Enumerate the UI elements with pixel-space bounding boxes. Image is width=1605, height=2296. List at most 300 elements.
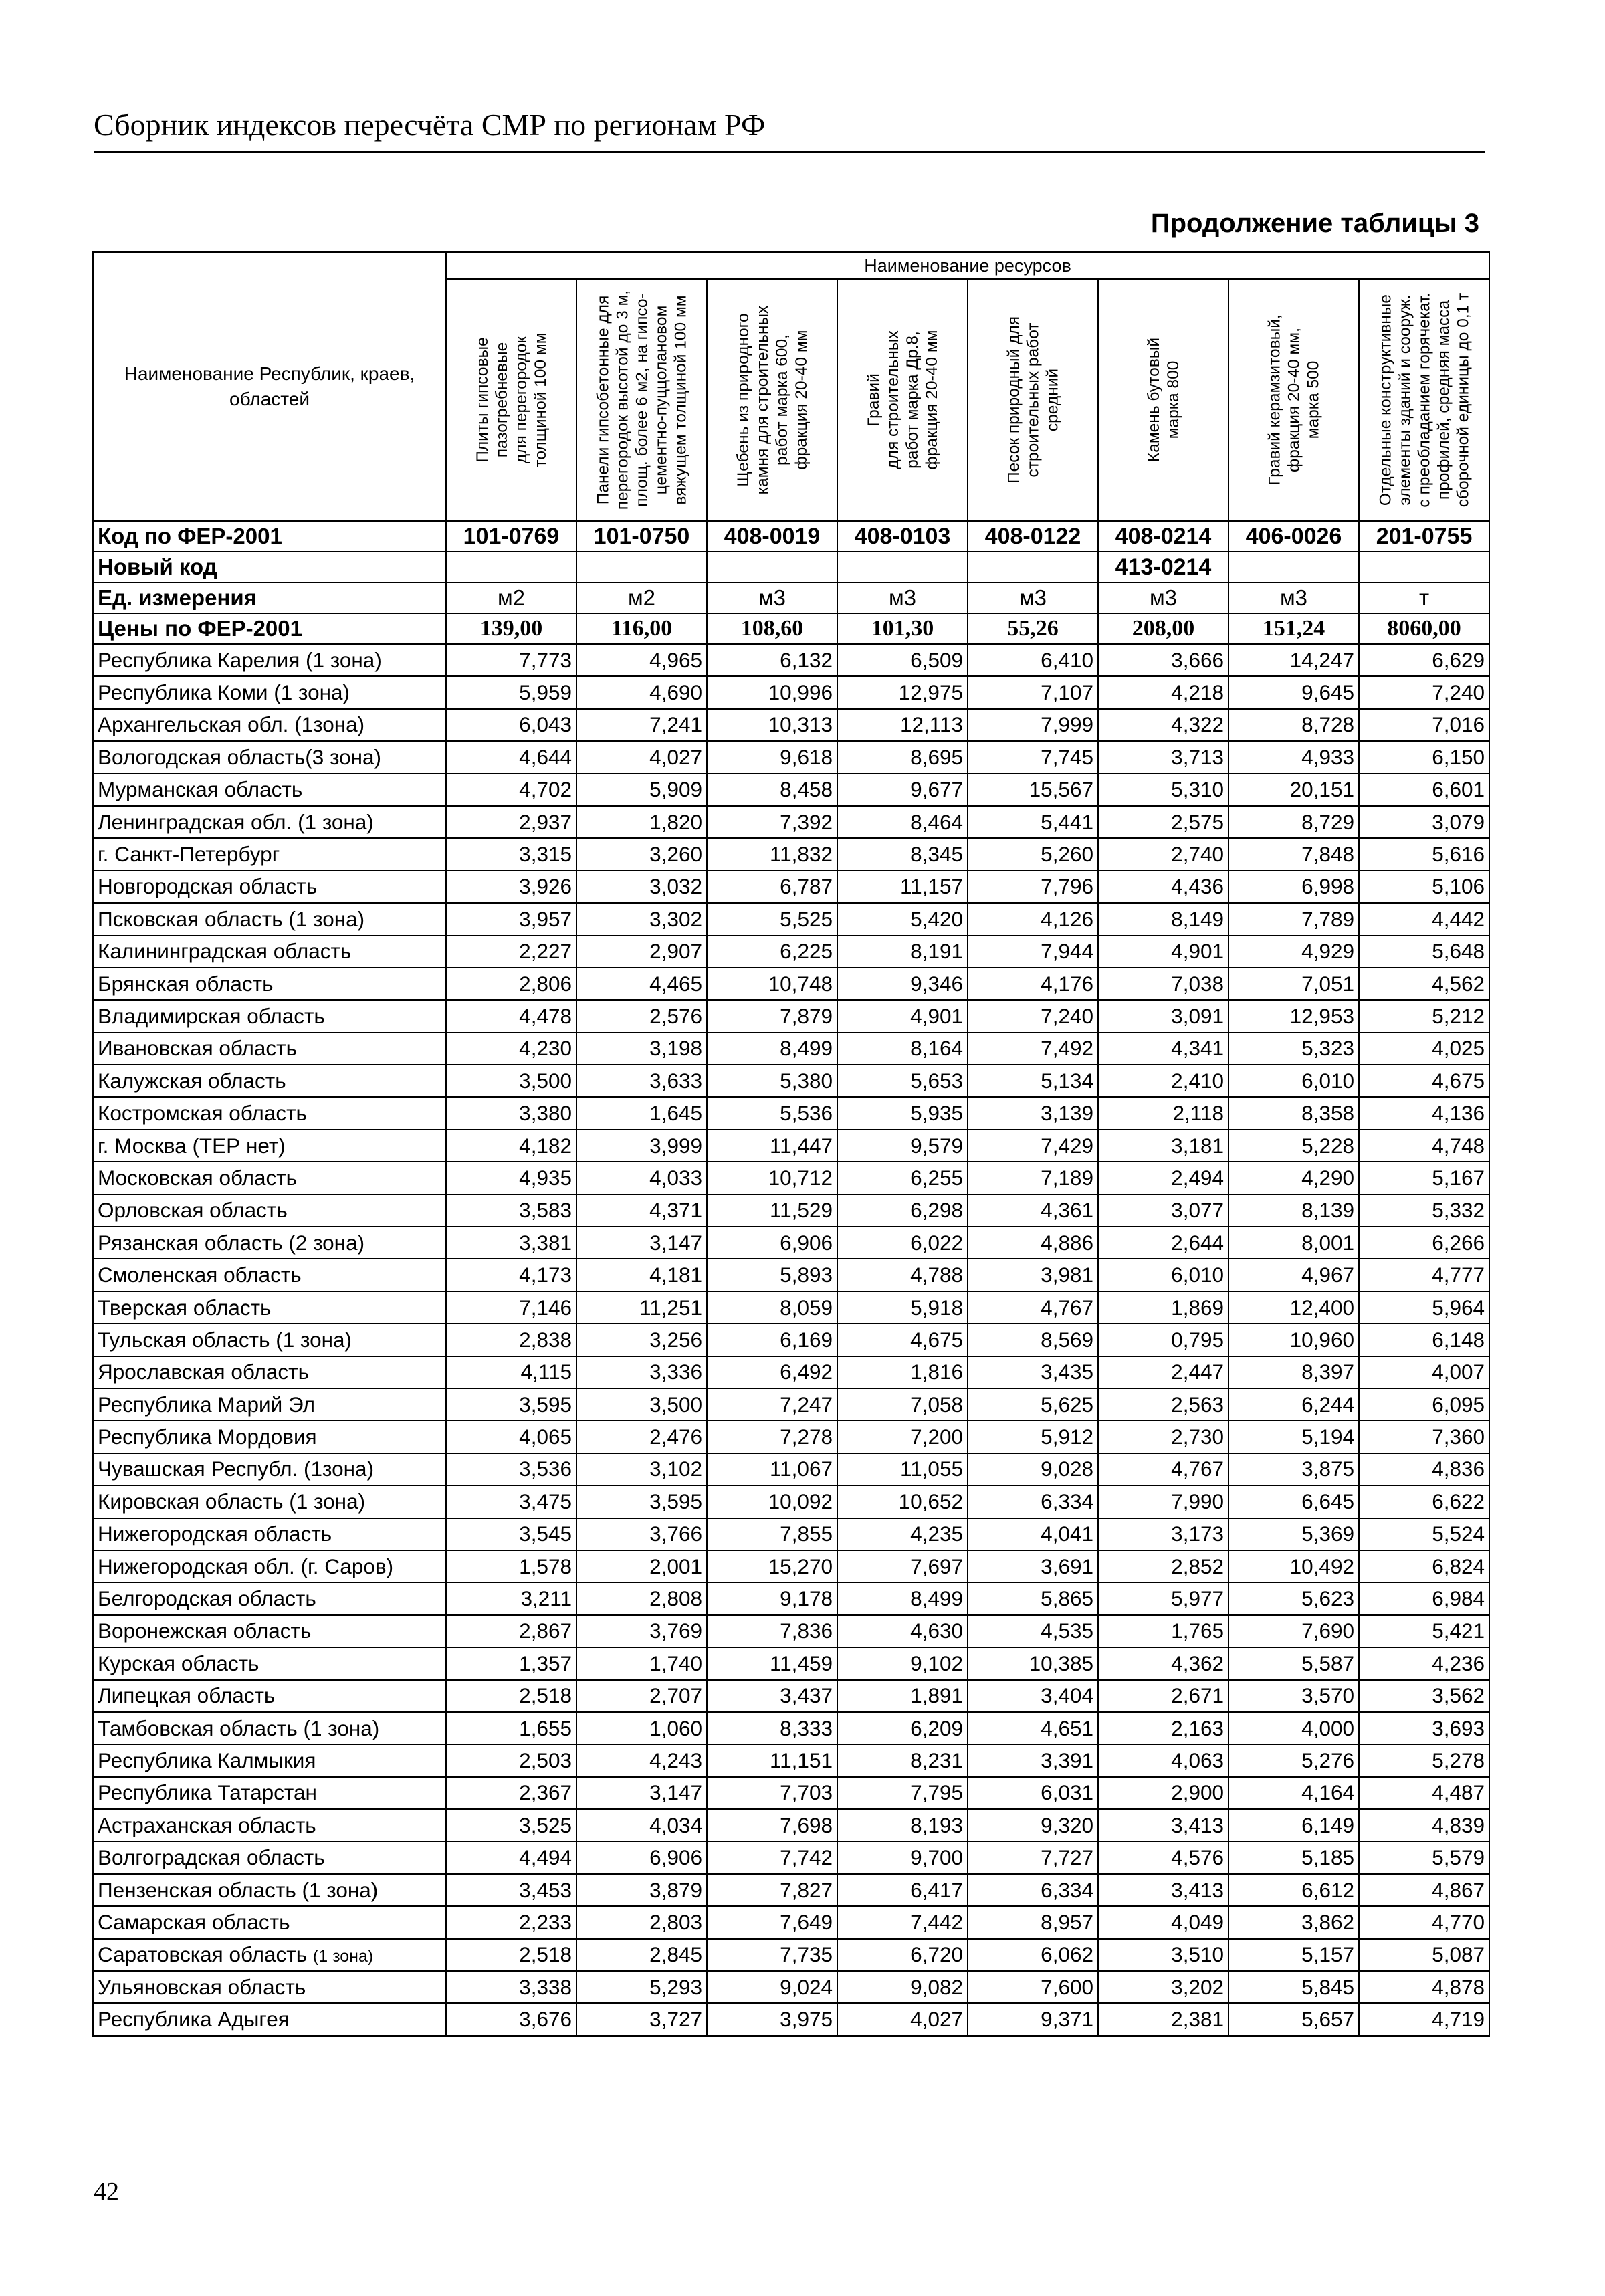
index-value: 5,421 xyxy=(1359,1615,1489,1647)
index-value: 6,266 xyxy=(1359,1227,1489,1259)
region-name-text: Псковская область (1 зона) xyxy=(98,906,365,931)
page-number: 42 xyxy=(94,2178,119,2206)
index-value: 2,845 xyxy=(576,1939,707,1971)
region-name xyxy=(93,1939,446,1971)
index-value: 4,341 xyxy=(1098,1033,1228,1065)
region-name-text: г. Москва (ТЕР нет) xyxy=(98,1133,286,1158)
resource-price: 55,26 xyxy=(968,613,1098,644)
resource-column-header-line: работ марка 600, xyxy=(772,334,791,465)
region-name-text: Пензенская область (1 зона) xyxy=(98,1877,379,1902)
table-row xyxy=(93,838,1489,870)
resource-column-header-line: камня для строительных xyxy=(753,305,772,495)
region-name xyxy=(93,1906,446,1938)
index-value: 6,509 xyxy=(837,644,968,676)
index-value: 7,990 xyxy=(1098,1485,1228,1518)
index-value: 7,240 xyxy=(968,1000,1098,1032)
region-name-text: Калужская область xyxy=(98,1068,286,1093)
resource-column-header-line: с преобладанием горячекат. xyxy=(1415,292,1434,508)
index-value: 5,276 xyxy=(1228,1744,1359,1776)
index-value: 11,529 xyxy=(707,1194,837,1227)
table-row xyxy=(93,1033,1489,1065)
index-value: 8,464 xyxy=(837,806,968,838)
index-value: 4,487 xyxy=(1359,1777,1489,1809)
index-value: 5,194 xyxy=(1228,1421,1359,1453)
index-value: 3,181 xyxy=(1098,1130,1228,1162)
index-value: 3,769 xyxy=(576,1615,707,1647)
resource-column-header xyxy=(837,279,968,521)
index-value: 3,032 xyxy=(576,871,707,903)
price-row xyxy=(93,613,1489,644)
region-name xyxy=(93,1033,446,1065)
index-value: 3,666 xyxy=(1098,644,1228,676)
index-value: 10,385 xyxy=(968,1647,1098,1679)
index-value: 5,380 xyxy=(707,1065,837,1097)
table-row xyxy=(93,871,1489,903)
region-name-text: Волгоградская область xyxy=(98,1845,325,1870)
index-value: 8,149 xyxy=(1098,903,1228,935)
index-value: 6,255 xyxy=(837,1162,968,1194)
index-value: 2,576 xyxy=(576,1000,707,1032)
index-value: 5,106 xyxy=(1359,871,1489,903)
index-value: 12,975 xyxy=(837,676,968,708)
resource-column-header-line: работ марка Др.8, xyxy=(903,331,922,469)
resource-column-header-line: пазогребневые xyxy=(492,342,511,458)
resource-column-header-line: для перегородок xyxy=(512,336,530,464)
region-name xyxy=(93,1194,446,1227)
resource-new-code xyxy=(968,552,1098,583)
resource-column-header-line: фракция 20-40 мм, xyxy=(1285,328,1303,472)
table-row xyxy=(93,1000,1489,1032)
index-value: 5,293 xyxy=(576,1971,707,2003)
resource-price: 139,00 xyxy=(446,613,576,644)
table-continuation-title: Продолжение таблицы 3 xyxy=(1150,209,1479,238)
index-value: 15,567 xyxy=(968,774,1098,806)
index-value: 3,500 xyxy=(576,1388,707,1421)
index-value: 2,503 xyxy=(446,1744,576,1776)
index-value: 2,518 xyxy=(446,1680,576,1712)
index-value: 8,728 xyxy=(1228,709,1359,741)
table-row xyxy=(93,1874,1489,1906)
region-name-text: Астраханская область xyxy=(98,1812,316,1837)
index-value: 4,867 xyxy=(1359,1874,1489,1906)
region-name-text: Республика Калмыкия xyxy=(98,1748,316,1772)
header-rule xyxy=(94,151,1485,153)
index-value: 5,323 xyxy=(1228,1033,1359,1065)
index-value: 4,034 xyxy=(576,1809,707,1841)
region-name xyxy=(93,709,446,741)
resource-column-header xyxy=(576,279,707,521)
index-value: 1,357 xyxy=(446,1647,576,1679)
region-name-text: Республика Карелия (1 зона) xyxy=(98,647,382,672)
index-value: 9,320 xyxy=(968,1809,1098,1841)
index-value: 5,087 xyxy=(1359,1939,1489,1971)
table-row xyxy=(93,1615,1489,1647)
index-value: 4,967 xyxy=(1228,1259,1359,1291)
region-name xyxy=(93,1453,446,1485)
index-value: 7,442 xyxy=(837,1906,968,1938)
index-value: 6,149 xyxy=(1228,1809,1359,1841)
index-value: 14,247 xyxy=(1228,644,1359,676)
index-value: 2,575 xyxy=(1098,806,1228,838)
index-value: 3,102 xyxy=(576,1453,707,1485)
index-value: 3,926 xyxy=(446,871,576,903)
index-value: 4,322 xyxy=(1098,709,1228,741)
table-row xyxy=(93,1097,1489,1129)
index-value: 3,999 xyxy=(576,1130,707,1162)
index-value: 8,001 xyxy=(1228,1227,1359,1259)
resource-column-header-text xyxy=(593,283,690,517)
index-value: 9,178 xyxy=(707,1582,837,1614)
index-value: 9,102 xyxy=(837,1647,968,1679)
table-row xyxy=(93,1356,1489,1388)
region-name-text: Кировская область (1 зона) xyxy=(98,1489,366,1514)
resource-unit: м3 xyxy=(837,583,968,613)
index-value: 8,333 xyxy=(707,1712,837,1744)
region-name-text: Республика Коми (1 зона) xyxy=(98,680,350,705)
index-value: 2,563 xyxy=(1098,1388,1228,1421)
region-name-text: Орловская область xyxy=(98,1198,288,1223)
table-row xyxy=(93,1421,1489,1453)
region-name xyxy=(93,903,446,935)
resource-column-header-text xyxy=(1265,283,1323,517)
region-name-text: Новгородская область xyxy=(98,874,318,899)
index-value: 3,525 xyxy=(446,1809,576,1841)
index-value: 3,077 xyxy=(1098,1194,1228,1227)
index-value: 5,420 xyxy=(837,903,968,935)
index-value: 2,937 xyxy=(446,806,576,838)
index-value: 6,334 xyxy=(968,1485,1098,1518)
table-row xyxy=(93,1453,1489,1485)
region-name-text: Курская область xyxy=(98,1651,259,1675)
index-value: 10,313 xyxy=(707,709,837,741)
region-name xyxy=(93,1485,446,1518)
resource-new-code xyxy=(576,552,707,583)
index-value: 5,579 xyxy=(1359,1841,1489,1873)
index-value: 2,852 xyxy=(1098,1550,1228,1582)
index-value: 2,227 xyxy=(446,936,576,968)
index-value: 7,735 xyxy=(707,1939,837,1971)
index-value: 5,648 xyxy=(1359,936,1489,968)
region-name-text: Вологодская область(3 зона) xyxy=(98,744,382,769)
region-name xyxy=(93,741,446,773)
index-value: 7,827 xyxy=(707,1874,837,1906)
index-value: 2,476 xyxy=(576,1421,707,1453)
index-value: 6,010 xyxy=(1228,1065,1359,1097)
index-value: 5,278 xyxy=(1359,1744,1489,1776)
index-value: 9,371 xyxy=(968,2003,1098,2035)
resource-new-code xyxy=(707,552,837,583)
resource-column-header-line: сборочной единицы до 0,1 т xyxy=(1454,292,1473,508)
index-value: 4,690 xyxy=(576,676,707,708)
index-value: 5,623 xyxy=(1228,1582,1359,1614)
resource-column-header-line: перегородок высотой до 3 м, xyxy=(613,290,631,510)
region-name xyxy=(93,1712,446,1744)
index-value: 3,336 xyxy=(576,1356,707,1388)
index-value: 6,022 xyxy=(837,1227,968,1259)
index-value: 5,525 xyxy=(707,903,837,935)
index-value: 7,944 xyxy=(968,936,1098,968)
index-value: 8,164 xyxy=(837,1033,968,1065)
index-value: 2,118 xyxy=(1098,1097,1228,1129)
index-value: 10,092 xyxy=(707,1485,837,1518)
index-value: 3,079 xyxy=(1359,806,1489,838)
index-value: 8,499 xyxy=(707,1033,837,1065)
index-value: 3,404 xyxy=(968,1680,1098,1712)
index-value: 6,720 xyxy=(837,1939,968,1971)
table-row xyxy=(93,1324,1489,1356)
index-value: 8,458 xyxy=(707,774,837,806)
index-value: 7,836 xyxy=(707,1615,837,1647)
index-value: 6,601 xyxy=(1359,774,1489,806)
table-row xyxy=(93,1194,1489,1227)
index-value: 6,787 xyxy=(707,871,837,903)
region-name xyxy=(93,1550,446,1582)
index-value: 4,290 xyxy=(1228,1162,1359,1194)
resource-column-header-line: марка 500 xyxy=(1304,360,1322,439)
table-row xyxy=(93,1485,1489,1518)
index-value: 8,191 xyxy=(837,936,968,968)
index-value: 5,959 xyxy=(446,676,576,708)
newcode-row xyxy=(93,552,1489,583)
resource-column-header xyxy=(707,279,837,521)
table-row xyxy=(93,1259,1489,1291)
index-value: 3,475 xyxy=(446,1485,576,1518)
resource-unit: м3 xyxy=(1228,583,1359,613)
region-name-text: г. Санкт-Петербург xyxy=(98,842,280,867)
index-value: 2,447 xyxy=(1098,1356,1228,1388)
index-value: 4,063 xyxy=(1098,1744,1228,1776)
index-value: 7,727 xyxy=(968,1841,1098,1873)
index-value: 1,891 xyxy=(837,1680,968,1712)
index-value: 2,233 xyxy=(446,1906,576,1938)
index-value: 4,027 xyxy=(837,2003,968,2035)
index-value: 5,893 xyxy=(707,1259,837,1291)
region-name xyxy=(93,1065,446,1097)
table-row xyxy=(93,774,1489,806)
resource-column-header-line: толщиной 100 мм xyxy=(531,332,550,467)
index-value: 3,500 xyxy=(446,1065,576,1097)
region-name xyxy=(93,838,446,870)
resource-code: 408-0103 xyxy=(837,521,968,552)
index-value: 2,494 xyxy=(1098,1162,1228,1194)
index-value: 6,622 xyxy=(1359,1485,1489,1518)
index-value: 2,163 xyxy=(1098,1712,1228,1744)
index-value: 3,510 xyxy=(1098,1939,1228,1971)
resources-title: Наименование ресурсов xyxy=(446,252,1489,279)
resource-column-header-text xyxy=(864,283,942,517)
index-value: 5,653 xyxy=(837,1065,968,1097)
region-name-text: Нижегородская обл. (г. Саров) xyxy=(98,1554,394,1578)
region-name xyxy=(93,936,446,968)
region-name-text: Тульская область (1 зона) xyxy=(98,1327,352,1352)
index-value: 2,867 xyxy=(446,1615,576,1647)
index-value: 3,727 xyxy=(576,2003,707,2035)
index-value: 3,693 xyxy=(1359,1712,1489,1744)
index-value: 10,652 xyxy=(837,1485,968,1518)
index-value: 6,984 xyxy=(1359,1582,1489,1614)
index-value: 5,212 xyxy=(1359,1000,1489,1032)
index-value: 3,173 xyxy=(1098,1518,1228,1550)
table-row xyxy=(93,1680,1489,1712)
index-value: 2,367 xyxy=(446,1777,576,1809)
index-value: 5,332 xyxy=(1359,1194,1489,1227)
index-value: 4,644 xyxy=(446,741,576,773)
region-name-text: Ленинградская обл. (1 зона) xyxy=(98,809,374,834)
index-value: 7,795 xyxy=(837,1777,968,1809)
table-row xyxy=(93,903,1489,935)
index-value: 3,256 xyxy=(576,1324,707,1356)
resource-column-header-line: марка 800 xyxy=(1164,360,1182,439)
index-value: 7,600 xyxy=(968,1971,1098,2003)
region-name-text: Самарская область xyxy=(98,1909,290,1934)
index-value: 4,788 xyxy=(837,1259,968,1291)
index-value: 6,645 xyxy=(1228,1485,1359,1518)
region-name xyxy=(93,1680,446,1712)
index-value: 4,535 xyxy=(968,1615,1098,1647)
index-value: 4,901 xyxy=(1098,936,1228,968)
unit-label: Ед. измерения xyxy=(93,583,446,613)
table-row xyxy=(93,1841,1489,1873)
index-value: 5,964 xyxy=(1359,1291,1489,1324)
resource-column-header-line: для строительных xyxy=(883,330,902,469)
index-value: 2,808 xyxy=(576,1582,707,1614)
index-value: 1,578 xyxy=(446,1550,576,1582)
index-value: 3,545 xyxy=(446,1518,576,1550)
region-name xyxy=(93,1000,446,1032)
resource-new-code xyxy=(446,552,576,583)
table-row xyxy=(93,1130,1489,1162)
index-value: 3,583 xyxy=(446,1194,576,1227)
resource-column-header-line: вяжущем толщиной 100 мм xyxy=(671,295,689,505)
region-name-text: Владимирская область xyxy=(98,1003,325,1028)
region-name xyxy=(93,1356,446,1388)
index-value: 2,001 xyxy=(576,1550,707,1582)
index-value: 1,645 xyxy=(576,1097,707,1129)
index-value: 7,016 xyxy=(1359,709,1489,741)
table-row xyxy=(93,709,1489,741)
resource-price: 108,60 xyxy=(707,613,837,644)
region-name xyxy=(93,774,446,806)
table-row xyxy=(93,1777,1489,1809)
region-name xyxy=(93,2003,446,2035)
index-value: 3,691 xyxy=(968,1550,1098,1582)
index-value: 5,441 xyxy=(968,806,1098,838)
index-value: 7,745 xyxy=(968,741,1098,773)
index-value: 3,315 xyxy=(446,838,576,870)
index-value: 7,697 xyxy=(837,1550,968,1582)
index-value: 9,024 xyxy=(707,1971,837,2003)
index-value: 7,703 xyxy=(707,1777,837,1809)
index-value: 3,595 xyxy=(446,1388,576,1421)
resource-code: 101-0750 xyxy=(576,521,707,552)
index-value: 3,975 xyxy=(707,2003,837,2035)
index-value: 5,260 xyxy=(968,838,1098,870)
region-name xyxy=(93,1582,446,1614)
resource-new-code xyxy=(1228,552,1359,583)
index-value: 6,209 xyxy=(837,1712,968,1744)
index-value: 2,381 xyxy=(1098,2003,1228,2035)
region-name-text: Липецкая область xyxy=(98,1683,276,1708)
region-name xyxy=(93,1130,446,1162)
resource-column-header-line: площ. более 6 м2, на гипсо- xyxy=(633,293,651,507)
index-value: 20,151 xyxy=(1228,774,1359,806)
index-value: 4,027 xyxy=(576,741,707,773)
region-name xyxy=(93,1518,446,1550)
index-value: 6,417 xyxy=(837,1874,968,1906)
index-value: 3,562 xyxy=(1359,1680,1489,1712)
index-value: 3,981 xyxy=(968,1259,1098,1291)
resource-column-header-line: средний xyxy=(1043,368,1061,432)
region-name-text: Нижегородская область xyxy=(98,1522,332,1546)
index-value: 4,562 xyxy=(1359,968,1489,1000)
index-value: 2,907 xyxy=(576,936,707,968)
index-value: 1,869 xyxy=(1098,1291,1228,1324)
region-name-text: Московская область xyxy=(98,1165,298,1190)
index-value: 3,338 xyxy=(446,1971,576,2003)
index-value: 15,270 xyxy=(707,1550,837,1582)
index-value: 7,241 xyxy=(576,709,707,741)
resource-column-header-line: Гравий керамзитовый, xyxy=(1265,314,1283,486)
index-value: 8,957 xyxy=(968,1906,1098,1938)
index-value: 4,935 xyxy=(446,1162,576,1194)
index-value: 3,536 xyxy=(446,1453,576,1485)
table-row xyxy=(93,644,1489,676)
index-value: 6,629 xyxy=(1359,644,1489,676)
index-value: 9,579 xyxy=(837,1130,968,1162)
index-value: 3,413 xyxy=(1098,1874,1228,1906)
table-row xyxy=(93,1939,1489,1971)
index-value: 3,437 xyxy=(707,1680,837,1712)
index-value: 6,095 xyxy=(1359,1388,1489,1421)
index-value: 4,839 xyxy=(1359,1809,1489,1841)
table-row xyxy=(93,1744,1489,1776)
index-value: 3,595 xyxy=(576,1485,707,1518)
index-value: 11,447 xyxy=(707,1130,837,1162)
running-header: Сборник индексов пересчёта СМР по регионам РФ xyxy=(94,108,766,142)
index-value: 4,719 xyxy=(1359,2003,1489,2035)
region-name xyxy=(93,1874,446,1906)
index-value: 1,816 xyxy=(837,1356,968,1388)
index-value: 7,879 xyxy=(707,1000,837,1032)
index-value: 4,236 xyxy=(1359,1647,1489,1679)
resource-column-header-line: цементно-пуццолановом xyxy=(652,305,670,495)
index-value: 7,999 xyxy=(968,709,1098,741)
index-value: 3,211 xyxy=(446,1582,576,1614)
index-value: 6,298 xyxy=(837,1194,968,1227)
index-value: 4,235 xyxy=(837,1518,968,1550)
index-value: 8,231 xyxy=(837,1744,968,1776)
price-index-table xyxy=(92,251,1490,2037)
index-value: 5,657 xyxy=(1228,2003,1359,2035)
index-value: 4,033 xyxy=(576,1162,707,1194)
index-value: 3,302 xyxy=(576,903,707,935)
region-name-text: Саратовская область xyxy=(98,1942,308,1967)
index-value: 3,413 xyxy=(1098,1809,1228,1841)
region-name xyxy=(93,968,446,1000)
index-value: 3,147 xyxy=(576,1777,707,1809)
table-row xyxy=(93,2003,1489,2035)
region-name xyxy=(93,871,446,903)
resource-column-header xyxy=(968,279,1098,521)
index-value: 6,334 xyxy=(968,1874,1098,1906)
index-value: 4,000 xyxy=(1228,1712,1359,1744)
resource-column-header-text xyxy=(1376,283,1473,517)
resource-code: 201-0755 xyxy=(1359,521,1489,552)
index-value: 8,059 xyxy=(707,1291,837,1324)
index-value: 4,630 xyxy=(837,1615,968,1647)
index-value: 3,198 xyxy=(576,1033,707,1065)
index-value: 4,371 xyxy=(576,1194,707,1227)
